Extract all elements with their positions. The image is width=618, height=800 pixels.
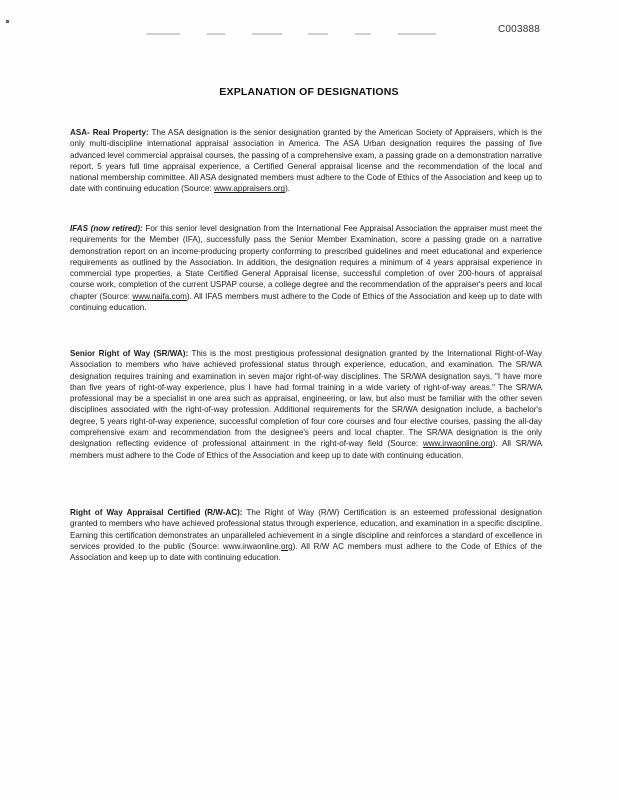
designation-body-end: ). All IFAS members must adhere to the Code of Ethics of the Association and keep up to date with continuing education. — [70, 291, 542, 313]
designation-heading: Right of Way Appraisal Certified (R/W-AC): — [70, 508, 243, 517]
designation-ifas — [70, 223, 542, 313]
designation-body-end: ). — [285, 184, 291, 194]
designation-asa-real-property — [70, 127, 542, 195]
faint-header-mark — [252, 33, 282, 35]
designation-body: The ASA designation is the senior designation granted by the American Society of Appraisers, which is the only multi-discipline international appraisal association in America. The ASA Urban designation requires the passing of five advanced level commercial appraisal courses, the passing of a comprehensive exam, a passing grade on a demonstration narrative report, 5 years full time appraisal experience, a Certified General appraisal license and the recommendation of the local and national membership committee. All ASA designated members must adhere to the Code of Ethics of the Association and keep up to date with continuing education (Source: — [70, 128, 543, 194]
source-link[interactable]: www.irwaonline.org — [422, 439, 493, 449]
designation-sr-wa — [70, 348, 542, 461]
source-link[interactable]: www.naifa.com — [132, 291, 187, 301]
faint-header-mark — [146, 33, 180, 35]
designation-body-end: ). All R/W AC members must adhere to the Code of Ethics of the Association and keep up to date with continuing education. — [70, 541, 542, 563]
designation-rw-ac — [70, 507, 542, 563]
designation-heading: Senior Right of Way (SR/WA): — [70, 349, 189, 358]
faint-header-mark — [207, 33, 225, 35]
source-link[interactable]: org — [280, 541, 293, 551]
faint-header-strip — [146, 32, 436, 36]
designation-body-end: ). All SR/WA members must adhere to the Code of Ethics of the Association and keep up to date with continuing education. — [70, 439, 542, 460]
designation-heading: ASA- Real Property: — [70, 128, 149, 137]
source-link[interactable]: www.appraisers.org — [213, 184, 286, 194]
designation-body: The Right of Way (R/W) Certification is an esteemed professional designation granted to members who have achieved professional status through experience, education, and examination in a specific discipline. Earning this certification demonstrates an unparalleled achievement in a single discipline and reinforces a standard of excellence in services provided to the public (Source: www.irwaonline. — [70, 508, 542, 551]
faint-header-mark — [355, 33, 371, 35]
faint-header-mark — [308, 33, 328, 35]
faint-header-mark — [398, 33, 436, 35]
designation-body: This is the most prestigious professional designation granted by the International Right-of-Way Association to members who have achieved professional status through experience, education, and examination. The SR/WA designation requires training and examination in seven major right-of-way disciplines. The SR/WA designation says, "I have more than five years of right-of-way experience, plus I have had formal training in a wide variety of right-of-way areas." The SR/WA professional may be a specialist in one area such as appraisal, engineering, or law, but also must be familiar with the other seven disciplines associated with the right-of-way profession. Additional requirements for the SR/WA designation include, a bachelor's degree, 5 years right-of-way experience, successful completion of four core courses and four elective courses, passing the all-day comprehensive exam and recommendation from the designee's peers and local chapter. The SR/WA designation is the only designation reflecting evidence of professional attainment in the right-of-way field (Source: — [70, 349, 542, 449]
scan-artifact-mark — [6, 20, 9, 23]
designation-heading: IFAS (now retired): — [70, 224, 143, 233]
page-title: EXPLANATION OF DESIGNATIONS — [219, 86, 399, 98]
designation-body: For this senior level designation from the International Fee Appraisal Association the appraiser must meet the requirements for the Member (IFA), successfully pass the Senior Member Examination, score a passing grade on a narrative demonstration report on an income-producing property conforming to prescribed guidelines and meet educational and experience requirements as outlined by the Association. In addition, the designation requires a minimum of 4 years appraisal experience in commercial type properties, a State Certified General Appraisal license, successful completion of over 200-hours of appraisal course work, completion of the current USPAP course, a college degree and the recommendation of the appraiser's peers and local chapter (Source: — [70, 224, 542, 301]
document-id: C003888 — [498, 24, 540, 35]
